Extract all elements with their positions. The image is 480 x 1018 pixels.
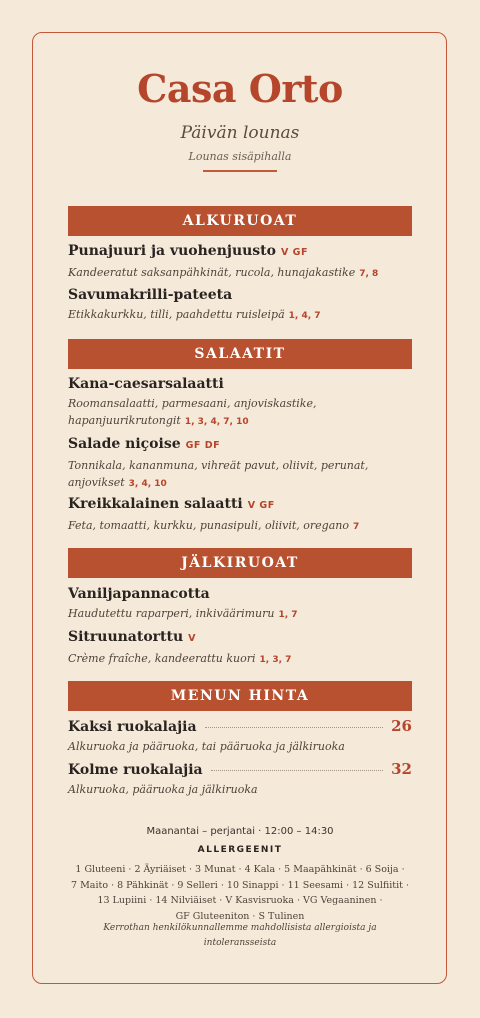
price-option: [68, 717, 412, 755]
option-name: Kolme ruokalajia: [68, 762, 203, 778]
option-price: 32: [391, 760, 412, 778]
allergy-note: Kerrothan henkilökunnallemme mahdollisista allergioista ja intoleransseista: [103, 923, 377, 948]
allergens-legend-line: GF Gluteeniton · S Tulinen: [175, 910, 305, 922]
allergens-legend: [66, 862, 414, 924]
option-name: Kaksi ruokalajia: [68, 719, 197, 735]
item-description: Haudutettu raparperi, inkiväärimuru 1, 7: [68, 607, 298, 620]
item-name: Salade niçoise GF DF: [68, 436, 221, 452]
item-description: Tonnikala, kananmuna, vihreät pavut, oliivit, perunat, anjovikset 3, 4, 10: [68, 459, 369, 489]
menu-item: [68, 435, 412, 493]
restaurant-name: Casa Orto: [137, 66, 343, 111]
item-name: Kreikkalainen salaatti V GF: [68, 496, 275, 512]
menu-tagline: Lounas sisäpihalla: [188, 150, 292, 163]
section-header-starters: ALKURUOAT: [68, 206, 412, 236]
title-divider: [203, 170, 277, 172]
menu-item: [68, 286, 412, 325]
item-description: Roomansalaatti, parmesaani, anjoviskastike, hapanjuurikrutongit 1, 3, 4, 7, 10: [68, 397, 317, 427]
section-header-pricing: MENUN HINTA: [68, 681, 412, 711]
menu-item: [68, 585, 412, 624]
allergen-codes: 1, 7: [278, 610, 298, 620]
menu-item: [68, 628, 412, 669]
allergen-codes: 1, 3, 7: [259, 655, 292, 665]
menu-subtitle: Päivän lounas: [180, 123, 300, 143]
allergen-codes: 1, 4, 7: [288, 311, 321, 321]
allergens-heading: ALLERGEENIT: [197, 845, 283, 855]
item-description: Feta, tomaatti, kurkku, punasipuli, oliivit, oregano 7: [68, 519, 360, 532]
option-price: 26: [391, 717, 412, 735]
allergen-codes: 7, 8: [359, 269, 379, 279]
allergens-legend-line: 7 Maito · 8 Pähkinät · 9 Selleri · 10 Sinappi · 11 Seesami · 12 Sulfiitit ·: [71, 879, 409, 891]
allergens-legend-line: 1 Gluteeni · 2 Äyriäiset · 3 Munat · 4 Kala · 5 Maapähkinät · 6 Soija ·: [75, 864, 405, 875]
allergen-codes: 3, 4, 10: [128, 479, 167, 489]
diet-flags: V GF: [280, 247, 308, 258]
dot-leader: [205, 727, 384, 728]
option-description: Alkuruoka, pääruoka ja jälkiruoka: [68, 783, 258, 796]
item-name: Kana-caesarsalaatti: [68, 376, 224, 392]
section-header-salads: SALAATIT: [68, 339, 412, 369]
dot-leader: [211, 770, 384, 771]
price-option: [68, 760, 412, 798]
item-name: Savumakrilli-pateeta: [68, 287, 233, 303]
allergens-legend-line: 13 Lupiini · 14 Nilviäiset · V Kasvisruoka · VG Vegaaninen ·: [97, 895, 383, 906]
item-description: Kandeeratut saksanpähkinät, rucola, hunajakastike 7, 8: [68, 266, 379, 279]
item-description: Etikkakurkku, tilli, paahdettu ruisleipä 1, 4, 7: [68, 308, 321, 321]
option-description: Alkuruoka ja pääruoka, tai pääruoka ja jälkiruoka: [68, 740, 345, 753]
allergen-codes: 1, 3, 4, 7, 10: [184, 417, 249, 427]
item-name: Vaniljapannacotta: [68, 586, 210, 602]
diet-flags: V GF: [247, 500, 275, 511]
allergen-codes: 7: [352, 522, 360, 532]
section-header-desserts: JÄLKIRUOAT: [68, 548, 412, 578]
opening-hours: Maanantai – perjantai · 12:00 – 14:30: [146, 826, 334, 837]
menu-item: [68, 495, 412, 536]
item-name: Punajuuri ja vuohenjuusto V GF: [68, 243, 308, 259]
menu-item: [68, 242, 412, 283]
diet-flags: GF DF: [185, 440, 221, 451]
item-description: Crème fraîche, kandeerattu kuori 1, 3, 7: [68, 652, 292, 665]
menu-item: [68, 375, 412, 431]
item-name: Sitruunatorttu V: [68, 629, 197, 645]
diet-flags: V: [188, 633, 197, 644]
